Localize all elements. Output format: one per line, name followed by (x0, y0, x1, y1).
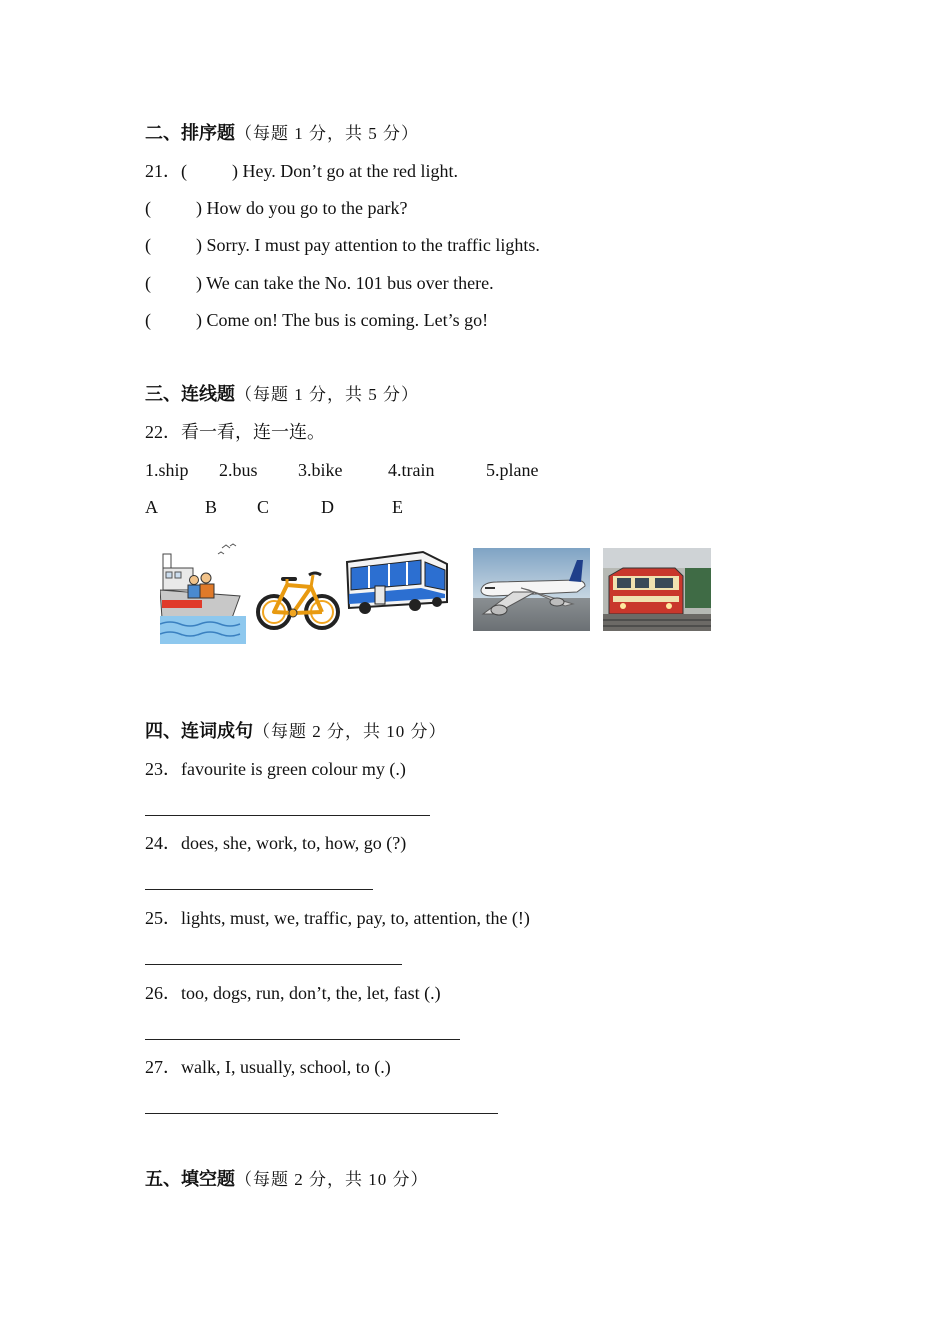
answer-line-25[interactable] (145, 964, 402, 965)
letter-c: C (257, 497, 270, 517)
sentence-item-25: 25．lights, must, we, traffic, pay, to, attention, the (!) (145, 908, 530, 928)
sentence-item-23: 23．favourite is green colour my (.) (145, 759, 406, 779)
sentence-item-24: 24．does, she, work, to, how, go (?) (145, 833, 407, 853)
section5-score: （每题 2 分，共 10 分） (235, 1170, 429, 1189)
word-train: 4.train (388, 460, 435, 480)
section3-score: （每题 1 分，共 5 分） (235, 385, 419, 404)
matching-instruction: 22．看一看，连一连。 (145, 422, 325, 442)
word-bus: 2.bus (219, 460, 258, 480)
letter-d: D (321, 497, 334, 517)
plane-picture (473, 548, 590, 631)
section5-heading (145, 1168, 429, 1191)
section4-title: 四、连词成句 (145, 721, 253, 741)
letter-b: B (205, 497, 218, 517)
section4-score: （每题 2 分，共 10 分） (253, 722, 447, 741)
answer-line-24[interactable] (145, 889, 373, 890)
word-plane: 5.plane (486, 460, 539, 480)
sentence-item-26: 26．too, dogs, run, don’t, the, let, fast (.) (145, 983, 441, 1003)
letter-e: E (392, 497, 403, 517)
section2-heading (145, 122, 419, 145)
ordering-item: ( ) Come on! The bus is coming. Let’s go! (145, 310, 489, 330)
train-picture (603, 548, 711, 631)
answer-line-23[interactable] (145, 815, 430, 816)
answer-line-26[interactable] (145, 1039, 460, 1040)
ordering-item-21: 21．( ) Hey. Don’t go at the red light. (145, 161, 458, 181)
word-ship: 1.ship (145, 460, 189, 480)
ordering-item: ( ) How do you go to the park? (145, 198, 408, 218)
ship-picture (160, 542, 246, 644)
section5-title: 五、填空题 (145, 1169, 235, 1189)
ordering-item: ( ) We can take the No. 101 bus over there. (145, 273, 494, 293)
word-bike: 3.bike (298, 460, 343, 480)
section2-score: （每题 1 分，共 5 分） (235, 124, 419, 143)
section2-title: 二、排序题 (145, 123, 235, 143)
section3-title: 三、连线题 (145, 384, 235, 404)
bus-picture (345, 548, 451, 618)
sentence-item-27: 27．walk, I, usually, school, to (.) (145, 1057, 391, 1077)
section4-heading (145, 720, 447, 743)
answer-line-27[interactable] (145, 1113, 498, 1114)
ordering-item: ( ) Sorry. I must pay attention to the traffic lights. (145, 235, 540, 255)
section3-heading (145, 383, 419, 406)
bike-picture (255, 563, 341, 635)
letter-a: A (145, 497, 158, 517)
